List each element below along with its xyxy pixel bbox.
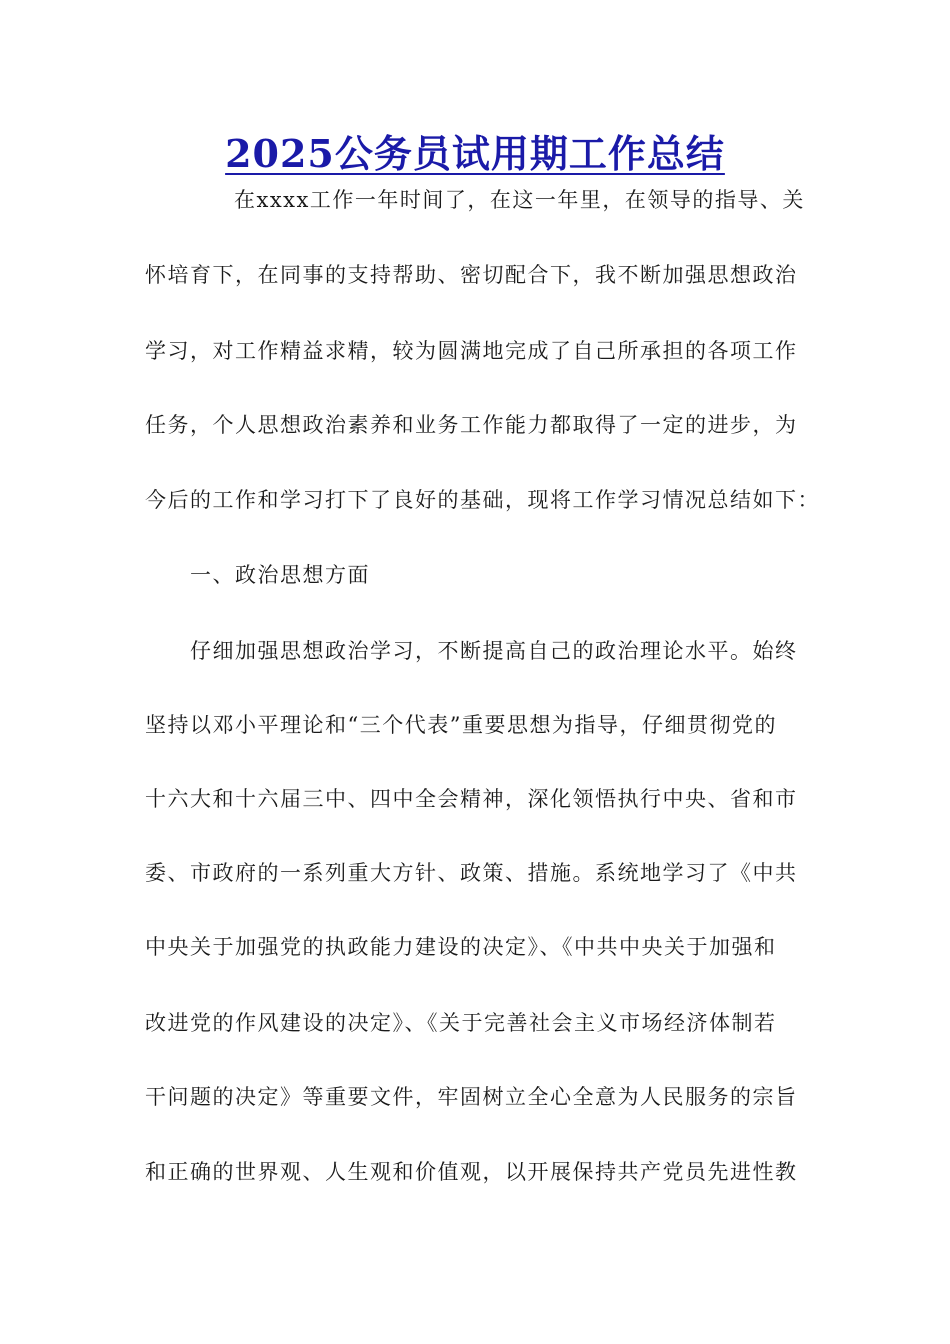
paragraph-line: 和正确的世界观、人生观和价值观，以开展保持共产党员先进性教 — [145, 1160, 798, 1184]
section-heading: 一、政治思想方面 — [190, 563, 370, 587]
paragraph-line: 今后的工作和学习打下了良好的基础，现将工作学习情况总结如下： — [145, 488, 820, 512]
paragraph-line: 干问题的决定》等重要文件，牢固树立全心全意为人民服务的宗旨 — [145, 1085, 798, 1109]
paragraph-line: 学习，对工作精益求精，较为圆满地完成了自己所承担的各项工作 — [145, 339, 798, 363]
paragraph-line: 仔细加强思想政治学习，不断提高自己的政治理论水平。始终 — [190, 639, 798, 663]
paragraph-line: 改进党的作风建设的决定》、《关于完善社会主义市场经济体制若 — [145, 1011, 777, 1035]
paragraph-line: 怀培育下，在同事的支持帮助、密切配合下，我不断加强思想政治 — [145, 263, 798, 287]
document-title: 2025公务员试用期工作总结 — [225, 131, 725, 176]
paragraph-line: 十六大和十六届三中、四中全会精神，深化领悟执行中央、省和市 — [145, 787, 798, 811]
paragraph-line: 委、市政府的一系列重大方针、政策、措施。系统地学习了《中共 — [145, 861, 798, 885]
paragraph-line: 中央关于加强党的执政能力建设的决定》、《中共中央关于加强和 — [145, 935, 777, 959]
paragraph-line: 坚持以邓小平理论和“三个代表”重要思想为指导，仔细贯彻党的 — [145, 713, 777, 737]
paragraph-line: 任务，个人思想政治素养和业务工作能力都取得了一定的进步，为 — [145, 413, 798, 437]
paragraph-line: 在xxxx工作一年时间了，在这一年里，在领导的指导、关 — [234, 188, 805, 212]
